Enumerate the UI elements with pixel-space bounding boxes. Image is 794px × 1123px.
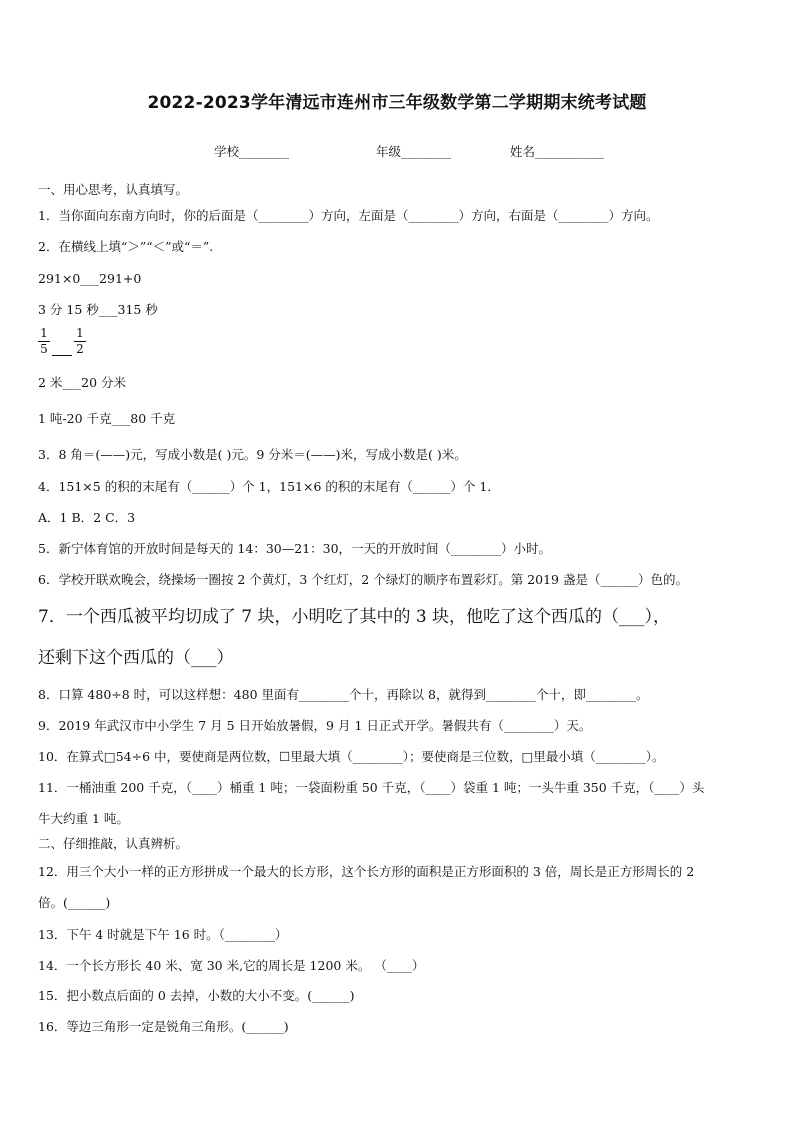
fraction-denominator: 2 (76, 342, 84, 356)
question-9: 9．2019 年武汉市中小学生 7 月 5 日开始放暑假，9 月 1 日正式开学。暑假共有（________）天。 (38, 718, 592, 733)
fraction-one-half (74, 327, 86, 356)
question-12-line-1: 12．用三个大小一样的正方形拼成一个最大的长方形，这个长方形的面积是正方形面积的 3 倍，周长是正方形周长的 2 (38, 864, 695, 879)
question-4: 4．151×5 的积的末尾有（______）个 1，151×6 的积的末尾有（______）个 1． (38, 479, 500, 494)
question-12-line-2: 倍。(______) (38, 895, 111, 910)
section-1-heading: 一、用心思考，认真填写。 (38, 182, 189, 197)
page-title: 2022-2023学年清远市连州市三年级数学第二学期期末统考试题 (147, 93, 647, 113)
question-15: 15．把小数点后面的 0 去掉，小数的大小不变。(______) (38, 988, 355, 1003)
grade-field: 年级________ (376, 144, 452, 159)
question-4-options: A．1 B．2 C．3 (38, 510, 136, 525)
question-7-line-1: 7．一个西瓜被平均切成了 7 块，小明吃了其中的 3 块，他吃了这个西瓜的（___）， (38, 607, 671, 627)
question-2-item-a: 291×0___291+0 (38, 271, 142, 286)
fraction-numerator: 1 (40, 326, 48, 340)
question-11-line-2: 牛大约重 1 吨。 (38, 811, 129, 826)
school-field: 学校________ (214, 144, 290, 159)
fraction-numerator: 1 (76, 326, 84, 340)
question-2-item-d: 2 米___20 分米 (38, 375, 127, 390)
question-3: 3．8 角＝(——)元，写成小数是( )元。9 分米＝(——)米，写成小数是( )米。 (38, 447, 467, 462)
question-16: 16．等边三角形一定是锐角三角形。(______) (38, 1019, 289, 1034)
question-13: 13．下午 4 时就是下午 16 时。（________） (38, 927, 288, 942)
question-2-item-b: 3 分 15 秒___315 秒 (38, 302, 158, 317)
section-2-heading: 二、仔细推敲，认真辨析。 (38, 836, 189, 851)
question-11-line-1: 11．一桶油重 200 千克，（____）桶重 1 吨；一袋面粉重 50 千克，（____）袋重 1 吨；一头牛重 350 千克，（____）头 (38, 780, 705, 795)
question-2: 2．在横线上填“＞”“＜”或“＝”. (38, 239, 214, 254)
question-5: 5．新宁体育馆的开放时间是每天的 14：30—21：30，一天的开放时间（________）小时。 (38, 541, 552, 556)
question-1: 1．当你面向东南方向时，你的后面是（________）方向，左面是（________）方向，右面是（________）方向。 (38, 208, 659, 223)
fraction-denominator: 5 (40, 342, 48, 356)
question-2-item-e: 1 吨-20 千克___80 千克 (38, 411, 176, 426)
fraction-one-fifth (38, 327, 50, 356)
question-10: 10．在算式□54÷6 中，要使商是两位数，☐里最大填（________）；要使商是三位数，□里最小填（________）。 (38, 749, 665, 764)
question-8: 8．口算 480÷8 时，可以这样想：480 里面有________个十，再除以 8，就得到________个十，即________。 (38, 687, 649, 702)
question-6: 6．学校开联欢晚会，绕操场一圈按 2 个黄灯，3 个红灯，2 个绿灯的顺序布置彩灯。第 2019 盏是（______）色的。 (38, 572, 688, 587)
question-14: 14．一个长方形长 40 米、宽 30 米,它的周长是 1200 米。 （____） (38, 958, 425, 973)
question-7-line-2: 还剩下这个西瓜的（___） (38, 648, 234, 668)
answer-blank (52, 355, 72, 356)
name-field: 姓名___________ (510, 144, 604, 159)
